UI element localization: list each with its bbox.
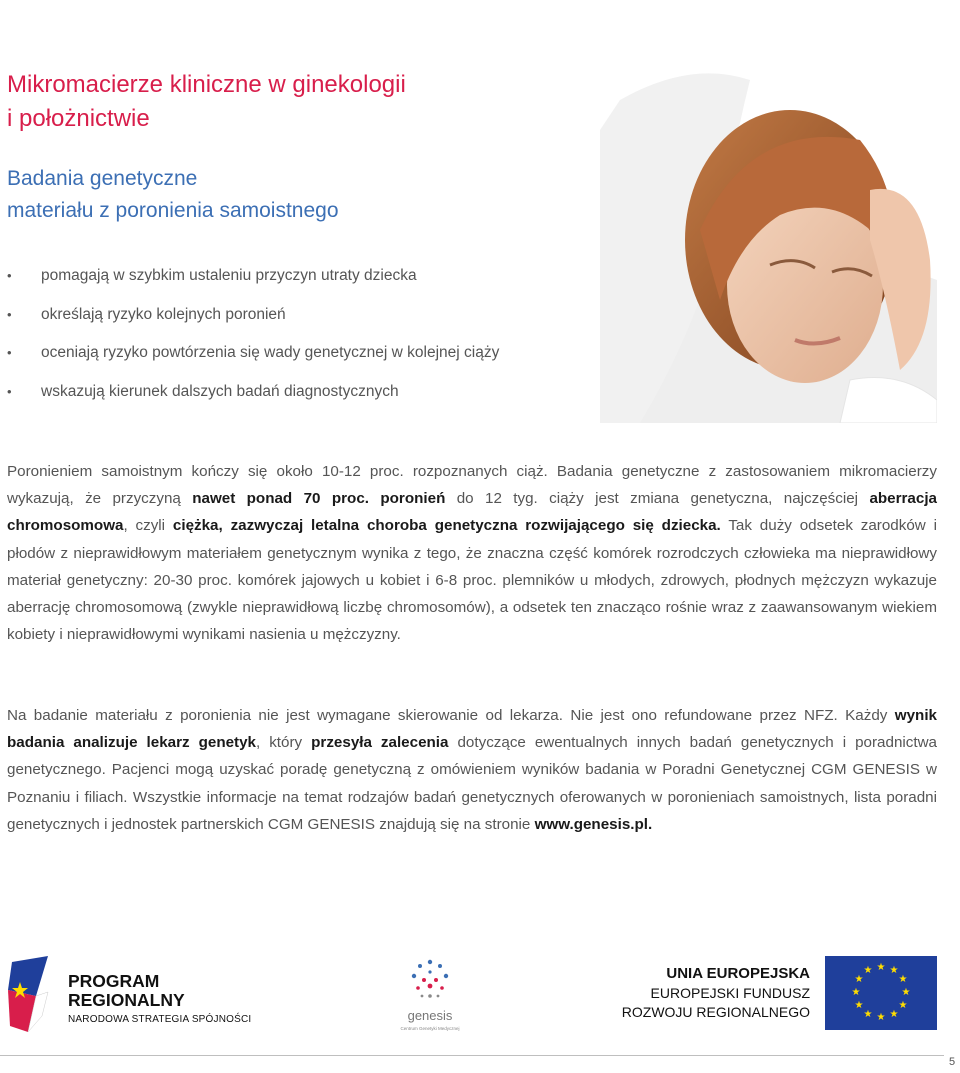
- svg-text:★: ★: [876, 1012, 886, 1023]
- benefits-list: [7, 263, 499, 417]
- list-item-text: oceniają ryzyko powtórzenia się wady genetycznej w kolejnej ciąży: [41, 344, 500, 361]
- para1-text-3: , czyli: [123, 517, 173, 535]
- para2-text-3: dotyczące ewentualnych innych badań genetycznych i poradnictwa genetycznego. Pacjenci mogą uzyskać poradę genetyczną z omówieniem wyników badania w Poradni Genetycznej CGM GENESIS w Poznaniu i filiach. Wszystkie informacje na temat rodzajów badań genetycznych oferowanych w poronieniach samoistnych, lista poradni genetycznych i jednostek partnerskich CGM GENESIS znajdują się na stronie: [7, 734, 937, 833]
- page-title-line1: Mikromacierze kliniczne w ginekologii: [7, 71, 406, 98]
- bullet-icon: •: [7, 383, 12, 399]
- eu-line-1: UNIA EUROPEJSKA: [666, 965, 810, 982]
- page-subtitle: [7, 163, 339, 227]
- svg-text:★: ★: [851, 987, 861, 998]
- program-regionalny-text: [68, 972, 251, 1025]
- page-subtitle-line1: Badania genetyczne: [7, 167, 198, 190]
- bottom-divider: [0, 1055, 944, 1056]
- page-number: 5: [949, 1056, 956, 1068]
- list-item: [7, 263, 499, 302]
- bullet-icon: •: [7, 268, 12, 283]
- program-regionalny-logo-icon: [8, 956, 50, 1032]
- svg-text:★: ★: [876, 962, 886, 973]
- svg-text:★: ★: [889, 1009, 899, 1020]
- svg-text:★: ★: [854, 1000, 864, 1011]
- eu-text: [622, 964, 810, 1022]
- page-title: [7, 68, 406, 136]
- svg-text:★: ★: [898, 974, 908, 985]
- eu-line-2: EUROPEJSKI FUNDUSZ: [650, 985, 810, 1001]
- page-subtitle-line2: materiału z poronienia samoistnego: [7, 199, 339, 222]
- eu-line-3: ROZWOJU REGIONALNEGO: [621, 1004, 810, 1020]
- list-item-text: określają ryzyko kolejnych poronień: [41, 305, 286, 323]
- info-paragraph: [7, 702, 937, 838]
- para1-bold-3: ciężka, zazwyczaj letalna choroba genetyczna rozwijającego się dziecka.: [172, 517, 721, 535]
- program-line-3: NARODOWA STRATEGIA SPÓJNOŚCI: [68, 1014, 252, 1025]
- bullet-icon: •: [7, 345, 12, 360]
- genesis-name: genesis: [407, 1008, 453, 1023]
- svg-text:★: ★: [889, 965, 899, 976]
- svg-text:★: ★: [898, 1000, 908, 1011]
- para1-text-1: Poronieniem samoistnym kończy się około 10-12 proc. rozpoznanych ciąż. Badania genetyczne z zastosowaniem mikromacierzy wykazują, że przyczyną: [7, 463, 937, 508]
- list-item: [7, 340, 499, 379]
- para2-bold-1: wynik badania analizuje lekarz genetyk: [7, 707, 937, 752]
- svg-text:★: ★: [901, 987, 911, 998]
- list-item-text: wskazują kierunek dalszych badań diagnostycznych: [41, 382, 399, 400]
- page-title-line2: i położnictwie: [7, 105, 150, 132]
- bullet-icon: •: [7, 306, 12, 322]
- para2-text-2: , który: [256, 734, 312, 752]
- genesis-website-link[interactable]: www.genesis.pl: [534, 815, 648, 833]
- list-item-text: pomagają w szybkim ustaleniu przyczyn utraty dziecka: [41, 267, 417, 284]
- list-item: [7, 302, 499, 341]
- footer-logos: [0, 950, 960, 1040]
- para2-text-1: Na badanie materiału z poronienia nie jest wymagane skierowanie od lekarza. Nie jest ono refundowane przez NFZ. Każdy: [7, 707, 895, 724]
- genesis-logo-icon: [388, 950, 472, 1034]
- para1-text-4: Tak duży odsetek zarodków i płodów z nieprawidłowym materiałem genetycznym wynika z tego, że znaczna część komórek rozrodczych człowieka ma nieprawidłowy materiał genetyczny: 20-30 proc. komórek jajowych u kobiet i 6-8 proc. plemników u młodych, zdrowych, płodnych mężczyzn wykazuje aberrację chromosomową (zwykle nieprawidłową liczbę chromosomów), a odsetek ten znacząco rośnie wraz z zaawansowanym wiekiem kobiety i nieprawidłowymi wynikami nasienia u mężczyzny.: [7, 517, 937, 644]
- para2-bold-2: przesyła zalecenia: [311, 734, 449, 752]
- para1-bold-1: nawet ponad 70 proc. poronień: [192, 490, 446, 508]
- para1-text-2: do 12 tyg. ciąży jest zmiana genetyczna, najczęściej: [445, 490, 870, 508]
- svg-text:★: ★: [863, 965, 873, 976]
- program-line-2: REGIONALNY: [68, 990, 185, 1010]
- intro-paragraph: [7, 458, 937, 648]
- list-item: [7, 379, 499, 418]
- program-line-1: PROGRAM: [68, 971, 160, 991]
- para2-text-4: .: [647, 815, 653, 833]
- genesis-subtitle: Centrum Genetyki Medycznej: [400, 1026, 460, 1031]
- svg-text:★: ★: [863, 1009, 873, 1020]
- para1-bold-2: aberracja chromosomowa: [7, 490, 937, 535]
- eu-flag-icon: [825, 956, 937, 1030]
- svg-text:★: ★: [854, 974, 864, 985]
- woman-photo: [600, 40, 937, 423]
